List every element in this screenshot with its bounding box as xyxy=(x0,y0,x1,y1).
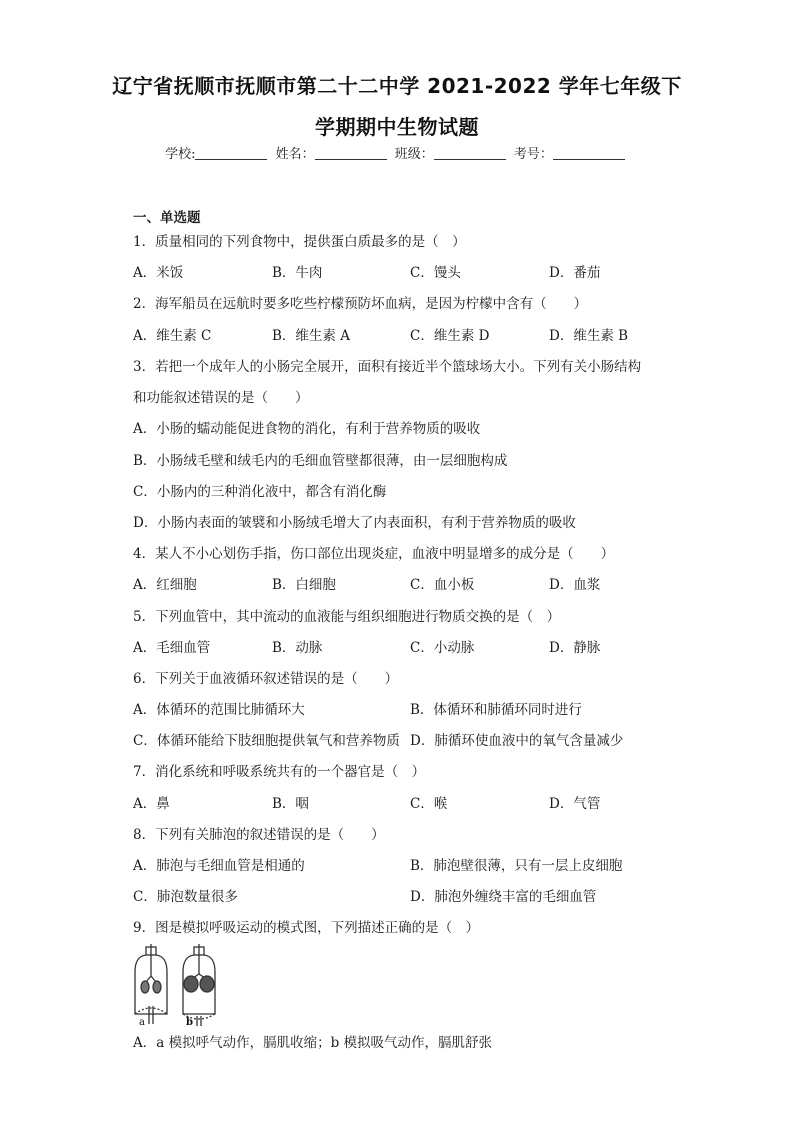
q2-option-a[interactable]: A．维生素 C xyxy=(133,328,212,344)
q1-option-d[interactable]: D．番茄 xyxy=(549,265,601,281)
q1-option-a[interactable]: A．米饭 xyxy=(133,265,184,281)
q5-option-c[interactable]: C．小动脉 xyxy=(410,640,475,656)
q6-option-a[interactable]: A．体循环的范围比肺循环大 xyxy=(133,702,305,718)
q1-option-c[interactable]: C．馒头 xyxy=(410,265,461,281)
school-blank[interactable] xyxy=(195,146,267,160)
q7-option-b[interactable]: B．咽 xyxy=(272,796,309,812)
q7-option-a[interactable]: A．鼻 xyxy=(133,796,170,812)
exam-number-blank[interactable] xyxy=(553,146,625,160)
q4-option-a[interactable]: A．红细胞 xyxy=(133,577,197,593)
breathing-model-figure xyxy=(131,944,223,1030)
q8-option-d[interactable]: D．肺泡外缠绕丰富的毛细血管 xyxy=(410,889,597,905)
exam-title-line2: 学期期中生物试题 xyxy=(315,115,479,139)
bell-jar-b xyxy=(183,944,215,1026)
q8-option-c[interactable]: C．肺泡数量很多 xyxy=(133,889,238,905)
figure-label-b: b xyxy=(186,1017,193,1028)
q4-option-d[interactable]: D．血浆 xyxy=(549,577,601,593)
q3-option-c[interactable]: C．小肠内的三种消化液中，都含有消化酶 xyxy=(133,484,387,500)
q8-option-a[interactable]: A．肺泡与毛细血管是相通的 xyxy=(133,858,305,874)
q6-option-b[interactable]: B．体循环和肺循环同时进行 xyxy=(410,702,582,718)
q5-option-d[interactable]: D．静脉 xyxy=(549,640,601,656)
school-label: 学校: xyxy=(165,147,196,162)
class-blank[interactable] xyxy=(434,146,506,160)
question-9-stem: 9．图是模拟呼吸运动的模式图，下列描述正确的是（ ） xyxy=(133,920,480,936)
name-blank[interactable] xyxy=(315,146,387,160)
student-info-row xyxy=(0,143,794,162)
question-7-stem: 7．消化系统和呼吸系统共有的一个器官是（ ） xyxy=(133,764,426,780)
q4-option-c[interactable]: C．血小板 xyxy=(410,577,475,593)
q7-option-c[interactable]: C．喉 xyxy=(410,796,448,812)
q2-option-c[interactable]: C．维生素 D xyxy=(410,328,490,344)
exam-title-line1: 辽宁省抚顺市抚顺市第二十二中学 2021-2022 学年七年级下 xyxy=(112,74,682,98)
question-4-stem: 4．某人不小心划伤手指，伤口部位出现炎症，血液中明显增多的成分是（ ） xyxy=(133,546,615,562)
q1-option-b[interactable]: B．牛肉 xyxy=(272,265,323,281)
bell-jar-a xyxy=(135,944,167,1024)
question-5-stem: 5．下列血管中，其中流动的血液能与组织细胞进行物质交换的是（ ） xyxy=(133,609,561,625)
q7-option-d[interactable]: D．气管 xyxy=(549,796,601,812)
q5-option-a[interactable]: A．毛细血管 xyxy=(133,640,211,656)
q6-option-c[interactable]: C．体循环能给下肢细胞提供氧气和营养物质 xyxy=(133,733,400,749)
q2-option-d[interactable]: D．维生素 B xyxy=(549,328,629,344)
q9-option-a[interactable]: A．a 模拟呼气动作，膈肌收缩；b 模拟吸气动作，膈肌舒张 xyxy=(133,1035,493,1051)
class-label: 班级： xyxy=(394,147,434,162)
name-label: 姓名： xyxy=(275,147,315,162)
q4-option-b[interactable]: B．白细胞 xyxy=(272,577,336,593)
question-2-stem: 2．海军船员在远航时要多吃些柠檬预防坏血病，是因为柠檬中含有（ ） xyxy=(133,296,588,312)
question-3-stem: 3．若把一个成年人的小肠完全展开，面积有接近半个篮球场大小。下列有关小肠结构 xyxy=(133,359,642,375)
q6-option-d[interactable]: D．肺循环使血液中的氧气含量减少 xyxy=(410,733,624,749)
exam-number-label: 考号： xyxy=(513,147,553,162)
figure-label-a: a xyxy=(139,1017,145,1028)
q3-option-a[interactable]: A．小肠的蠕动能促进食物的消化，有利于营养物质的吸收 xyxy=(133,421,481,437)
q3-option-b[interactable]: B．小肠绒毛壁和绒毛内的毛细血管壁都很薄，由一层细胞构成 xyxy=(133,453,508,469)
question-1-stem: 1．质量相同的下列食物中，提供蛋白质最多的是（ ） xyxy=(133,234,466,250)
question-6-stem: 6．下列关于血液循环叙述错误的是（ ） xyxy=(133,671,399,687)
q8-option-b[interactable]: B．肺泡壁很薄，只有一层上皮细胞 xyxy=(410,858,623,874)
section-title: 一、单选题 xyxy=(133,210,201,226)
q5-option-b[interactable]: B．动脉 xyxy=(272,640,323,656)
question-8-stem: 8．下列有关肺泡的叙述错误的是（ ） xyxy=(133,827,385,843)
q2-option-b[interactable]: B．维生素 A xyxy=(272,328,350,344)
question-3-stem-cont: 和功能叙述错误的是（ ） xyxy=(133,390,309,406)
q3-option-d[interactable]: D．小肠内表面的皱襞和小肠绒毛增大了内表面积，有利于营养物质的吸收 xyxy=(133,515,576,531)
